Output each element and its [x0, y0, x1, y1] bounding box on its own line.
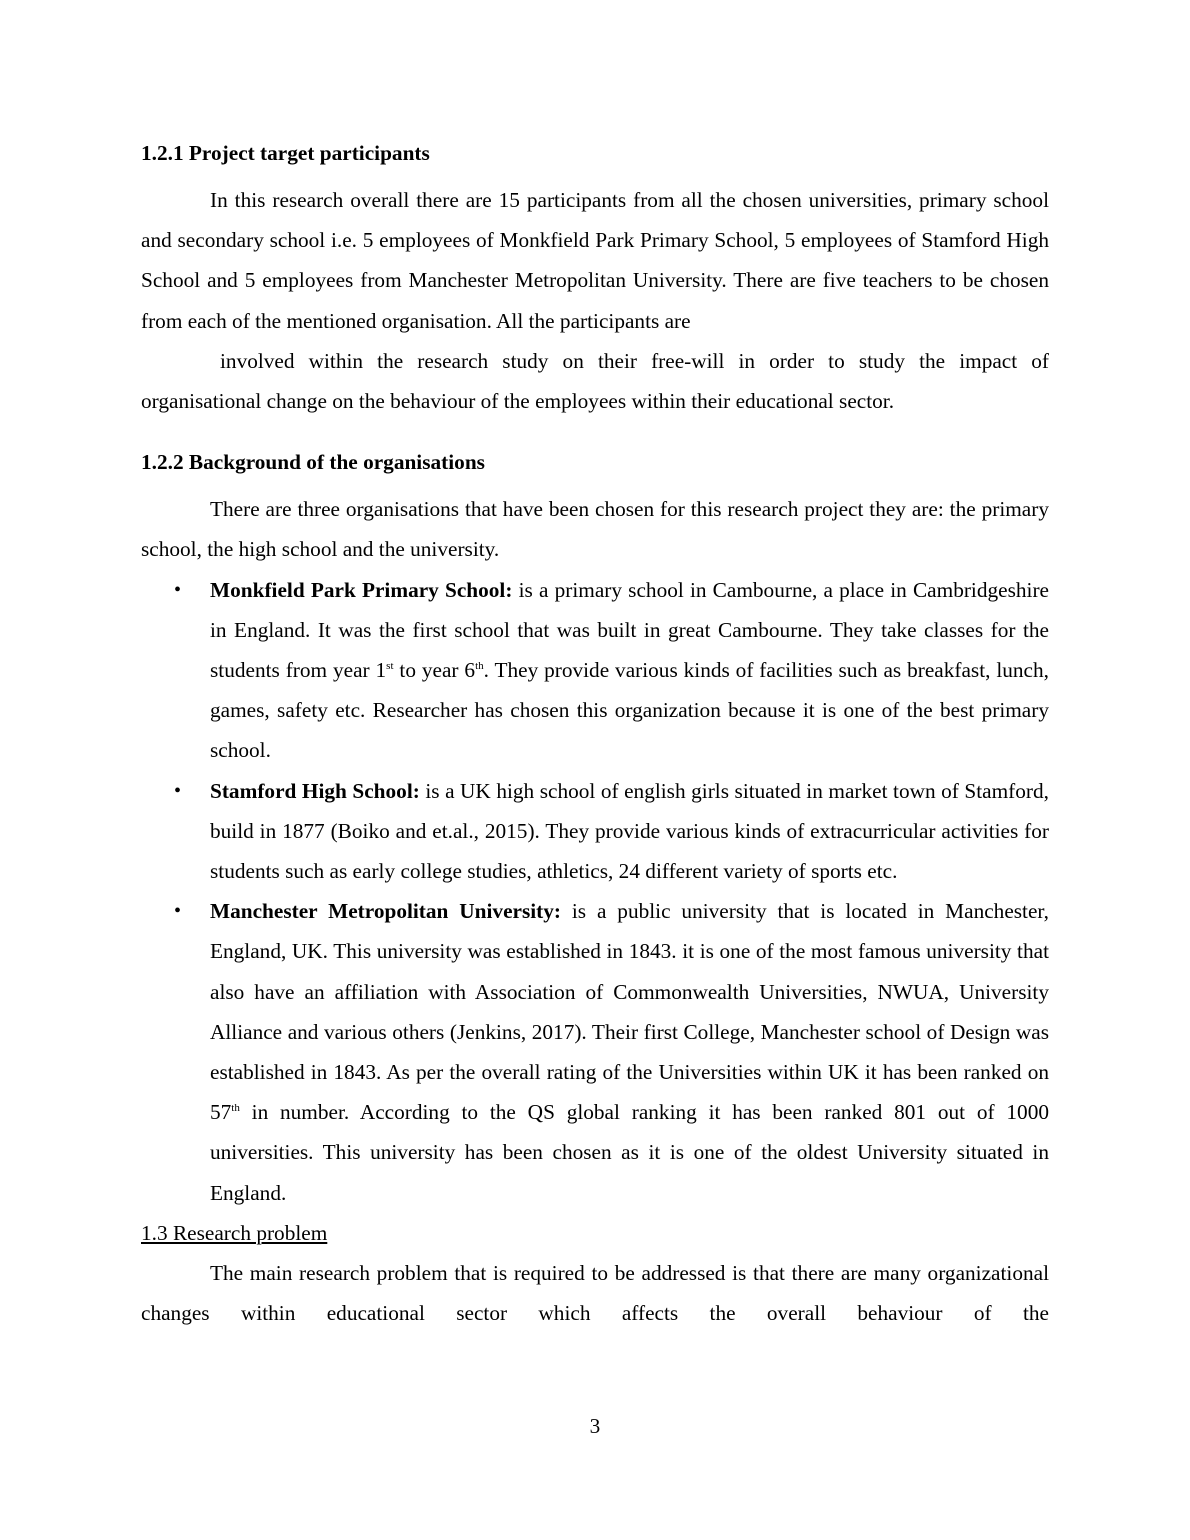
participants-text-b: involved within the research study on their free-will in order to study the impact of organisational change on the behaviour of the employees within their educational sector.: [141, 348, 1049, 414]
org-name-stamford: Stamford High School:: [210, 778, 420, 803]
org-name-monkfield: Monkfield Park Primary School:: [210, 577, 513, 602]
bullet-icon: •: [174, 779, 182, 802]
org-text-stamford-1: is a UK high school of english girls situated in market town of Stamford, build in 1877 (Boiko and et.al., 2015). They provide various kinds of extracurricular activities for students such as early college studies, athletics, 24 different variety of sports etc.: [210, 778, 1049, 884]
org-text-monkfield-2: to year 6: [393, 658, 476, 683]
heading-research-problem: 1.3 Research problem: [141, 1220, 328, 1245]
bullet-icon: •: [174, 900, 182, 923]
document-page: [141, 130, 1049, 1333]
org-text-monkfield-3: . They provide various kinds of facilities such as breakfast, lunch, games, safety etc. Researcher has chosen this organization because it is one of the best primary school.: [210, 658, 1049, 763]
participants-text-a: In this research overall there are 15 participants from all the chosen universities, primary school and secondary school i.e. 5 employees of Monkfield Park Primary School, 5 employees of Stamford High School and 5 employees from Manchester Metropolitan University. There are five teachers to be chosen from each of the mentioned organisation. All the participants are: [141, 188, 1049, 333]
org-text-manchester-1: is a public university that is located in Manchester, England, UK. This university was established in 1843. it is one of the most famous university that also have an affiliation with Association of Commonwealth Universities, NWUA, University Alliance and various others (Jenkins, 2017). Their first College, Manchester school of Design was established in 1843. As per the overall rating of the Universities within UK it has been ranked on 57: [210, 899, 1049, 1125]
org-name-manchester: Manchester Metropolitan University:: [210, 899, 562, 924]
bullet-icon: •: [174, 578, 182, 601]
list-item-stamford: [141, 771, 1049, 892]
list-item-monkfield: [141, 570, 1049, 771]
superscript-th: th: [475, 659, 484, 672]
participants-paragraph: [141, 180, 1049, 421]
heading-background-organisations: 1.2.2 Background of the organisations: [141, 450, 485, 475]
page-number: 3: [589, 1414, 601, 1438]
organisations-intro: There are three organisations that have been chosen for this research project they are: the primary school, the high school and the university.: [141, 497, 1049, 562]
heading-project-target-participants: 1.2.1 Project target participants: [141, 141, 430, 165]
superscript-th: th: [231, 1102, 240, 1115]
list-item-manchester: [141, 891, 1049, 1213]
superscript-st: st: [386, 659, 394, 672]
org-text-manchester-2: in number. According to the QS global ranking it has been ranked 801 out of 1000 universities. This university has been chosen as it is one of the oldest University situated in England.: [210, 1100, 1049, 1205]
org-text-monkfield-1: is a primary school in Cambourne, a place in Cambridgeshire in England. It was the first school that was built in great Cambourne. They take classes for the students from year 1: [210, 577, 1050, 683]
research-problem-paragraph: The main research problem that is required to be addressed is that there are many organizational changes within educational sector which affects the overall behaviour of the: [141, 1261, 1049, 1326]
organisations-list: [141, 570, 1049, 1213]
